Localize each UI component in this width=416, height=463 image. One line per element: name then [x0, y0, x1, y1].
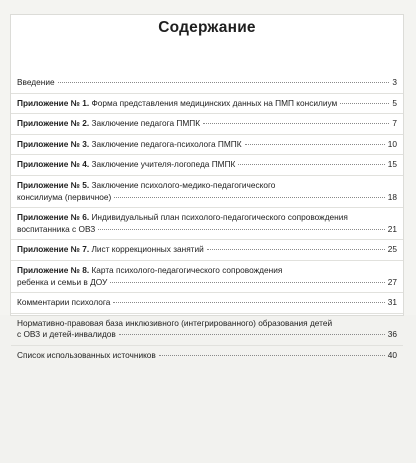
toc-leader-dots: [119, 334, 385, 335]
toc-entry[interactable]: [11, 318, 403, 341]
toc-page-number: 18: [387, 191, 397, 202]
toc-separator: [11, 93, 403, 94]
toc-page-number: 3: [392, 77, 397, 87]
toc-leader-dots: [159, 355, 385, 356]
toc-separator: [11, 154, 403, 155]
toc-separator: [11, 175, 403, 176]
toc-entry[interactable]: [11, 244, 403, 256]
toc-entry-text: Список использованных источников: [17, 349, 156, 360]
toc-separator: [11, 292, 403, 293]
toc-separator: [11, 134, 403, 135]
toc-separator: [11, 239, 403, 240]
toc-entry-text: Приложение № 6. Индивидуальный план психолого-педагогического сопровождения: [17, 212, 348, 223]
toc-entry-text: Введение: [17, 77, 55, 87]
toc-entry-text: Приложение № 8. Карта психолого-педагогического сопровождения: [17, 264, 283, 275]
toc-entry-text: Приложение № 1. Форма представления медицинских данных на ПМП консилиум: [17, 97, 338, 108]
toc-page-number: 36: [387, 329, 397, 340]
toc-leader-dots: [238, 164, 384, 165]
toc-separator: [11, 313, 403, 314]
toc-page-number: 40: [387, 349, 397, 360]
toc-leader-dots: [98, 229, 385, 230]
toc-page-number: 10: [387, 138, 397, 149]
toc-leader-dots: [340, 103, 389, 104]
toc-entry-text-continued: консилиума (первичное): [17, 191, 112, 202]
toc-entry[interactable]: [11, 212, 403, 235]
toc-entry[interactable]: [11, 350, 403, 362]
toc-entry[interactable]: [11, 265, 403, 288]
toc-separator: [11, 260, 403, 261]
toc-page-number: 27: [387, 276, 397, 287]
page-title: Содержание: [158, 19, 256, 36]
toc-page-number: 5: [392, 97, 397, 108]
toc-leader-dots: [110, 282, 385, 283]
toc-entry-text: Нормативно-правовая база инклюзивного (интегрированного) образования детей: [17, 317, 333, 328]
toc-leader-dots: [113, 302, 384, 303]
toc-leader-dots: [207, 249, 385, 250]
toc-entry-text-continued: ребенка и семьи в ДОУ: [17, 276, 108, 287]
toc-leader-dots: [114, 197, 384, 198]
toc-leader-dots: [203, 123, 389, 124]
toc-entry-text-continued: с ОВЗ и детей-инвалидов: [17, 329, 116, 340]
toc-entry-text: Комментарии психолога: [17, 297, 111, 308]
toc-entry[interactable]: [11, 139, 403, 151]
toc-entry[interactable]: [11, 180, 403, 203]
toc-entry-text-continued: воспитанника с ОВЗ: [17, 223, 96, 234]
toc-entry[interactable]: [11, 98, 403, 110]
toc-entry-text: Приложение № 2. Заключение педагога ПМПК: [17, 118, 201, 129]
toc-entry[interactable]: [11, 77, 403, 89]
toc-leader-dots: [245, 144, 385, 145]
toc-entry-text: Приложение № 3. Заключение педагога-психолога ПМПК: [17, 138, 242, 149]
toc-entry-text: Приложение № 4. Заключение учителя-логопеда ПМПК: [17, 159, 236, 170]
toc-page-number: 15: [387, 159, 397, 170]
toc-page-number: 25: [387, 244, 397, 255]
toc-separator: [11, 113, 403, 114]
toc-entry-text: Приложение № 7. Лист коррекционных занятий: [17, 244, 204, 255]
toc-entry[interactable]: [11, 297, 403, 309]
toc-page-number: 21: [387, 223, 397, 234]
toc-separator: [11, 345, 403, 346]
toc-page-number: 31: [387, 297, 397, 308]
toc-leader-dots: [58, 82, 390, 83]
toc-list: [11, 77, 403, 362]
toc-entry[interactable]: [11, 159, 403, 171]
toc-separator: [11, 207, 403, 208]
table-of-contents-page: [10, 14, 404, 360]
toc-page-number: 7: [392, 118, 397, 129]
toc-entry[interactable]: [11, 118, 403, 130]
toc-entry-text: Приложение № 5. Заключение психолого-медико-педагогического: [17, 179, 276, 190]
